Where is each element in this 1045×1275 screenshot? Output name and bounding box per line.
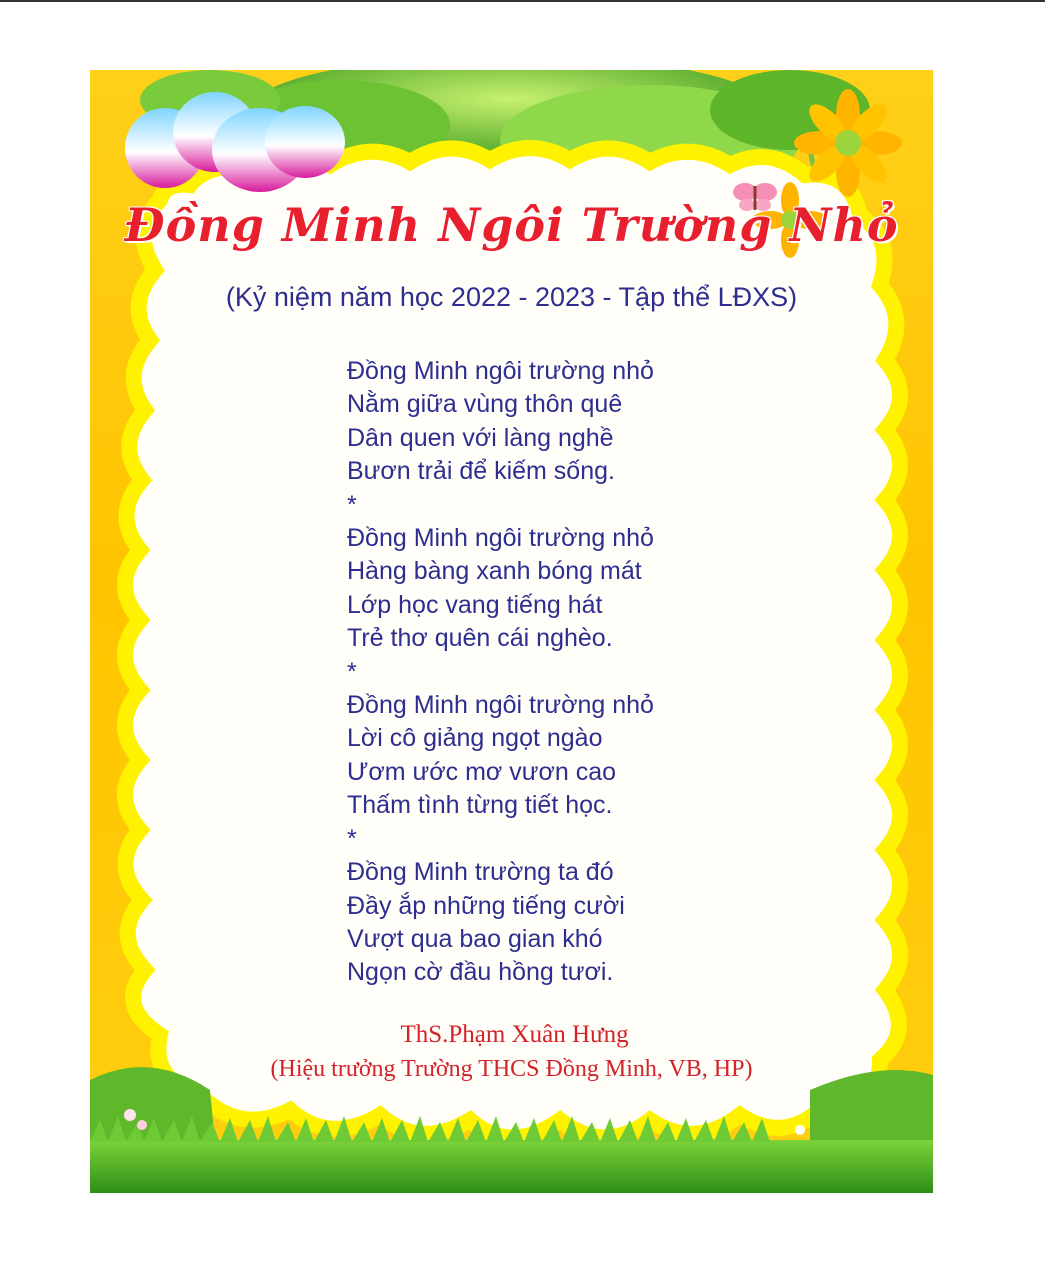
poem-title: Đồng Minh Ngôi Trường Nhỏ — [124, 198, 899, 252]
poem-body — [347, 355, 747, 990]
poem-line: Đồng Minh trường ta đó — [347, 858, 614, 887]
poem-line: Hàng bàng xanh bóng mát — [347, 557, 642, 586]
poem-line: Ngọn cờ đầu hồng tươi. — [347, 958, 614, 987]
poem-line: Đồng Minh ngôi trường nhỏ — [347, 357, 654, 385]
poem-line: Thấm tình từng tiết học. — [347, 791, 613, 820]
poem-line: Đồng Minh ngôi trường nhỏ — [347, 691, 654, 720]
poem-line: Đồng Minh ngôi trường nhỏ — [347, 524, 654, 553]
author-role: (Hiệu trưởng Trường THCS Đồng Minh, VB, HP) — [270, 1056, 753, 1082]
poem-line: Ươm ước mơ vươn cao — [347, 757, 617, 786]
poem-line: Bươn trải để kiếm sống. — [347, 457, 615, 486]
stanza-separator: * — [347, 490, 357, 519]
author-name: ThS.Phạm Xuân Hưng — [400, 1021, 629, 1048]
poem-line: Lời cô giảng ngọt ngào — [347, 724, 603, 753]
poem-subtitle: (Kỷ niệm năm học 2022 - 2023 - Tập thể LĐXS) — [225, 282, 798, 312]
author-block — [90, 1018, 933, 1086]
top-border-line — [0, 0, 1045, 2]
poem-line: Lớp học vang tiếng hát — [347, 590, 603, 619]
poem-line: Nằm giữa vùng thôn quê — [347, 390, 623, 419]
poem-poster — [90, 70, 933, 1193]
poem-line: Trẻ thơ quên cái nghèo. — [347, 624, 613, 653]
stanza-separator: * — [347, 657, 357, 686]
poem-line: Đầy ắp những tiếng cười — [347, 891, 625, 920]
poem-line: Vượt qua bao gian khó — [347, 924, 603, 953]
poem-line: Dân quen với làng nghề — [347, 423, 614, 452]
stanza-separator: * — [347, 824, 357, 853]
